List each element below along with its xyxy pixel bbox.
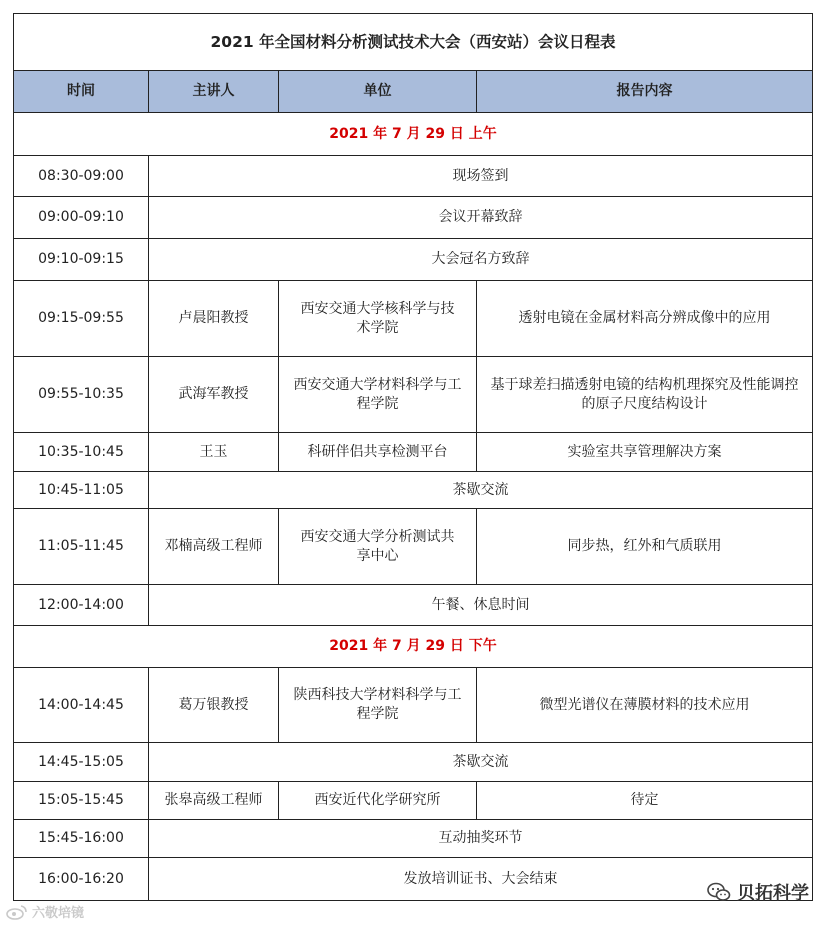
- time-cell: 10:45-11:05: [14, 472, 149, 509]
- time-cell: 14:00-14:45: [14, 668, 149, 743]
- event-cell: 茶歇交流: [149, 743, 813, 782]
- unit-cell: 科研伴侣共享检测平台: [279, 433, 477, 472]
- unit-cell: 陕西科技大学材料科学与工程学院: [279, 668, 477, 743]
- brand-watermark: [707, 879, 809, 905]
- speaker-cell: 葛万银教授: [149, 668, 279, 743]
- speaker-cell: 张皋高级工程师: [149, 782, 279, 820]
- time-cell: 09:55-10:35: [14, 357, 149, 433]
- table-row: [14, 820, 813, 858]
- time-cell: 15:45-16:00: [14, 820, 149, 858]
- time-cell: 12:00-14:00: [14, 585, 149, 626]
- content-cell: 待定: [477, 782, 813, 820]
- header-speaker: 主讲人: [149, 71, 279, 113]
- time-cell: 08:30-09:00: [14, 156, 149, 197]
- time-cell: 15:05-15:45: [14, 782, 149, 820]
- speaker-cell: 卢晨阳教授: [149, 281, 279, 357]
- event-cell: 午餐、休息时间: [149, 585, 813, 626]
- time-cell: 09:10-09:15: [14, 239, 149, 281]
- session-row-morning: [14, 113, 813, 156]
- table-row: [14, 156, 813, 197]
- time-cell: 09:00-09:10: [14, 197, 149, 239]
- speaker-cell: 武海军教授: [149, 357, 279, 433]
- table-row: [14, 585, 813, 626]
- table-row: [14, 509, 813, 585]
- schedule-table: [13, 13, 813, 901]
- unit-cell: 西安交通大学材料科学与工程学院: [279, 357, 477, 433]
- event-cell: 现场签到: [149, 156, 813, 197]
- title-row: [14, 14, 813, 71]
- unit-cell: 西安交通大学分析测试共享中心: [279, 509, 477, 585]
- event-cell: 互动抽奖环节: [149, 820, 813, 858]
- header-unit: 单位: [279, 71, 477, 113]
- header-time: 时间: [14, 71, 149, 113]
- session-date-afternoon: 2021 年 7 月 29 日 下午: [14, 626, 813, 668]
- event-cell: 发放培训证书、大会结束: [149, 858, 813, 901]
- table-row: [14, 743, 813, 782]
- table-title: 2021 年全国材料分析测试技术大会（西安站）会议日程表: [14, 14, 813, 71]
- header-row: [14, 71, 813, 113]
- content-cell: 实验室共享管理解决方案: [477, 433, 813, 472]
- wechat-icon: [707, 882, 731, 902]
- content-cell: 同步热，红外和气质联用: [477, 509, 813, 585]
- event-cell: 会议开幕致辞: [149, 197, 813, 239]
- table-row: [14, 668, 813, 743]
- table-row: [14, 239, 813, 281]
- header-content: 报告内容: [477, 71, 813, 113]
- table-row: [14, 197, 813, 239]
- table-row: [14, 433, 813, 472]
- time-cell: 11:05-11:45: [14, 509, 149, 585]
- unit-cell: 西安交通大学核科学与技术学院: [279, 281, 477, 357]
- table-row: [14, 281, 813, 357]
- table-row: [14, 858, 813, 901]
- speaker-cell: 王玉: [149, 433, 279, 472]
- brand-name: 贝拓科学: [737, 883, 809, 904]
- table-row: [14, 472, 813, 509]
- unit-cell: 西安近代化学研究所: [279, 782, 477, 820]
- content-cell: 透射电镜在金属材料高分辨成像中的应用: [477, 281, 813, 357]
- time-cell: 10:35-10:45: [14, 433, 149, 472]
- event-cell: 大会冠名方致辞: [149, 239, 813, 281]
- session-date-morning: 2021 年 7 月 29 日 上午: [14, 113, 813, 156]
- speaker-cell: 邓楠高级工程师: [149, 509, 279, 585]
- watermark-left: [6, 902, 84, 921]
- table-row: [14, 357, 813, 433]
- table-row: [14, 782, 813, 820]
- time-cell: 09:15-09:55: [14, 281, 149, 357]
- time-cell: 14:45-15:05: [14, 743, 149, 782]
- content-cell: 微型光谱仪在薄膜材料的技术应用: [477, 668, 813, 743]
- watermark-text: 六敬培镜: [32, 906, 85, 921]
- content-cell: 基于球差扫描透射电镜的结构机理探究及性能调控的原子尺度结构设计: [477, 357, 813, 433]
- event-cell: 茶歇交流: [149, 472, 813, 509]
- time-cell: 16:00-16:20: [14, 858, 149, 901]
- weibo-icon: [6, 904, 28, 920]
- session-row-afternoon: [14, 626, 813, 668]
